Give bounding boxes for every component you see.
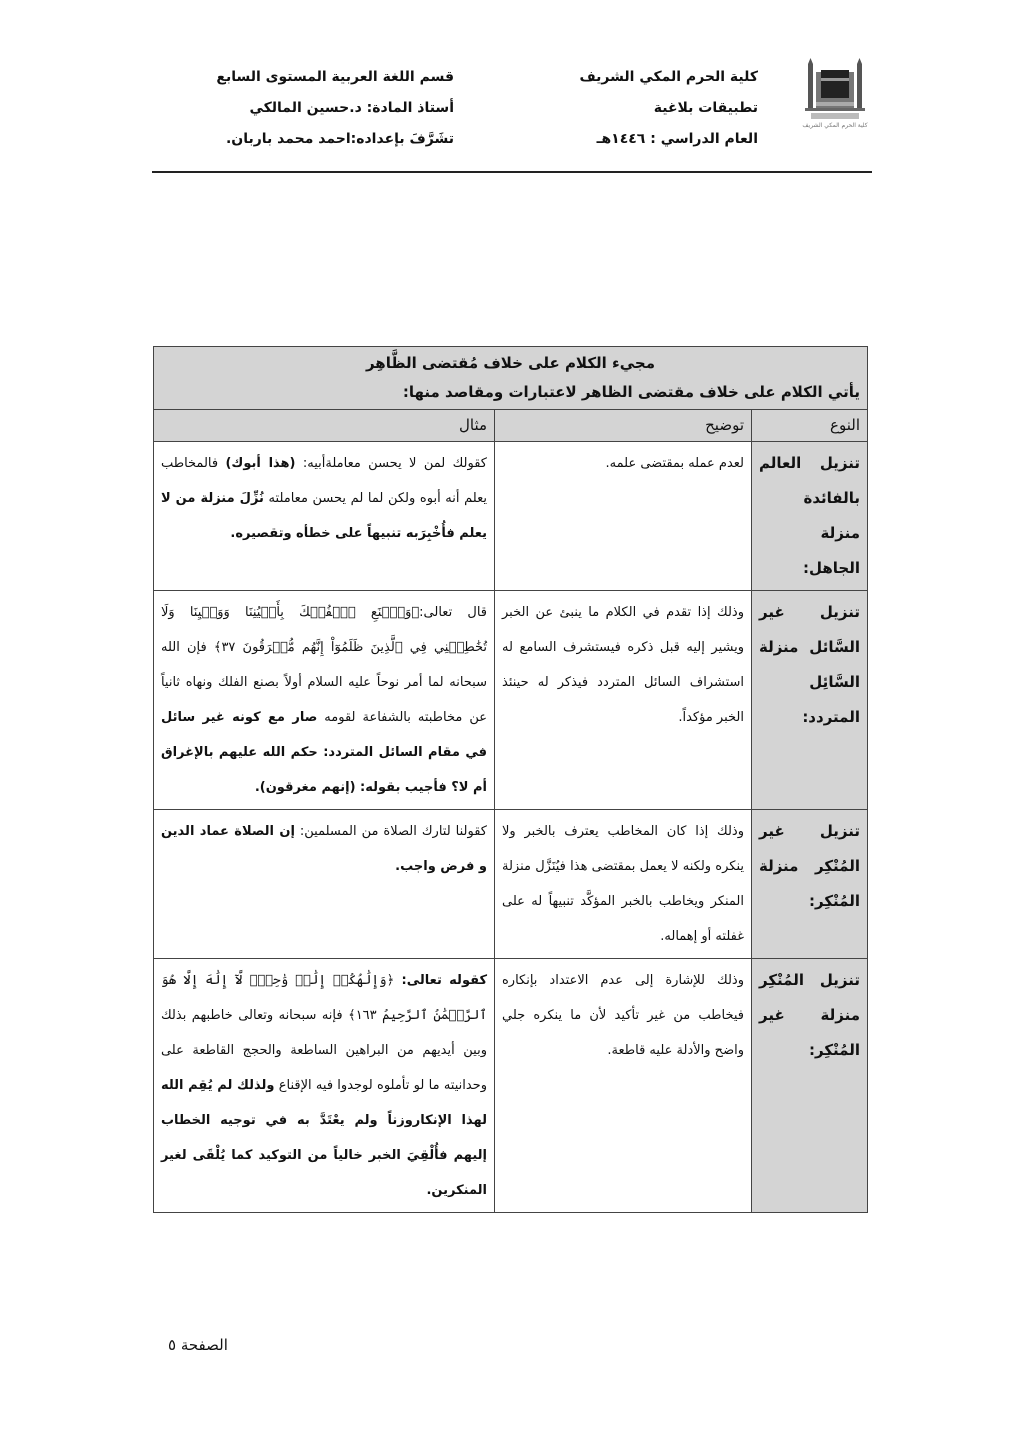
table-row xyxy=(153,591,867,810)
table-row xyxy=(153,959,867,1213)
column-header-explanation: توضيح xyxy=(495,410,752,442)
table-row xyxy=(153,810,867,959)
page-header xyxy=(152,56,872,156)
row-type: تنزيل العالم بالفائدة منزلة الجاهل: xyxy=(752,442,868,591)
kaaba-mosque-logo-icon xyxy=(805,58,865,120)
instructor-name: أستاذ المادة: د.حسين المالكي xyxy=(249,100,454,116)
example-emphasis: كقوله تعالى: xyxy=(394,973,488,988)
example-emphasis: نُزِّلَ منزلة من لا يعلم فأُخْبِرَبه تنبيهاً على خطأه وتقصيره. xyxy=(160,491,487,541)
page-number: الصفحة ٥ xyxy=(168,1336,228,1354)
rhetoric-table xyxy=(153,346,868,1213)
quran-verse: ﴿وَٱصۡنَعِ ٱلۡفُلۡكَ بِأَعۡيُنِنَا وَوَحۡيِنَا وَلَا تُخَٰطِبۡنِي فِي ٱلَّذِينَ ظَلَمُوٓاْ إِنَّهُم مُّغۡرَقُونَ ٣٧﴾ xyxy=(160,605,487,655)
example-text: فإن الله سبحانه لما أمر نوحاً عليه السلام أولاً بصنع الفلك ونهاه ثانياً عن مخاطبته بالشفاعة لقومه xyxy=(160,640,487,725)
example-text: كقولنا لتارك الصلاة من المسلمين: xyxy=(294,824,487,839)
college-info xyxy=(580,62,759,155)
logo-caption: كلية الحرم المكي الشريف xyxy=(802,122,868,129)
example-emphasis: صار مع كونه غير سائل في مقام السائل المتردد: حكم الله عليهم بالإغراق أم لا؟ فأجيب بقوله: (إنهم مغرقون). xyxy=(160,710,487,795)
college-logo xyxy=(798,58,872,142)
department-level: قسم اللغة العربية المستوى السابع xyxy=(216,69,454,85)
example-emphasis: إن الصلاة عماد الدين و فرض واجب. xyxy=(160,824,487,874)
row-type: تنزيل غير السَّائل منزلة السَّائِل المتردد: xyxy=(752,591,868,810)
example-emphasis: ولذلك لم يُقِم الله لهذا الإنكاروزناً ولم يعْتَدَّ به في توجيه الخطاب إليهم فأُلْقِيَ الخبر خالياً من التوكيد كما يُلْقَى لغير المنكرين. xyxy=(160,1078,487,1198)
table-title-row xyxy=(153,347,867,378)
header-divider xyxy=(152,171,872,173)
row-example xyxy=(153,810,494,959)
prepared-by: تشَرَّفَ بإعداده:احمد محمد باربان. xyxy=(225,131,454,147)
table-body xyxy=(153,442,867,1213)
college-name: كلية الحرم المكي الشريف xyxy=(579,69,758,85)
row-explanation: لعدم عمله بمقتضى علمه. xyxy=(495,442,752,591)
row-type: تنزيل غير المُنْكِر منزلة المُنْكِر: xyxy=(752,810,868,959)
course-name: تطبيقات بلاغية xyxy=(653,100,758,116)
row-example xyxy=(153,442,494,591)
department-info xyxy=(216,62,454,155)
example-text: فإنه سبحانه وتعالى خاطبهم بذلك وبين أيديهم من البراهين الساطعة والحجج القاطعة على وحدانيته ما لو تأملوه لوجدوا فيه الإقناع xyxy=(160,1008,487,1093)
row-type: تنزيل المُنْكِر منزلة غير المُنْكِر: xyxy=(752,959,868,1213)
rhetoric-table-container xyxy=(154,346,868,1213)
row-explanation: وذلك إذا تقدم في الكلام ما ينبئ عن الخبر ويشير إليه قبل ذكره فيستشرف السامع له استشراف السائل المتردد فيذكر له حينئذ الخبر مؤكداً. xyxy=(495,591,752,810)
column-header-type: النوع xyxy=(752,410,868,442)
quran-verse: ﴿وَإِلَٰهُكُمۡ إِلَٰهٞ وَٰحِدٞۖ لَّآ إِلَٰهَ إِلَّا هُوَ ٱلرَّحۡمَٰنُ ٱلرَّحِيمُ ١٦٣﴾ xyxy=(160,973,488,1023)
example-text: كقولك لمن لا يحسن معاملةأبيه: xyxy=(295,456,487,471)
table-intro-row xyxy=(153,377,867,410)
example-emphasis: (هذا أبوك) xyxy=(225,456,296,471)
row-example xyxy=(153,959,494,1213)
table-title: مجيء الكلام على خلاف مُقتضى الظَّاهِر xyxy=(153,347,867,378)
row-explanation: وذلك إذا كان المخاطب يعترف بالخبر ولا ينكره ولكنه لا يعمل بمقتضى هذا فيُنَزَّل منزلة المنكر ويخاطب بالخبر المؤكَّد تنبيهاً له على غفلته أو إهماله. xyxy=(495,810,752,959)
example-text: فالمخاطب يعلم أنه أبوه ولكن لما لم يحسن معاملته xyxy=(160,456,487,506)
table-intro: يأتي الكلام على خلاف مقتضى الظاهر لاعتبارات ومقاصد منها: xyxy=(153,377,867,410)
academic-year: العام الدراسي : ١٤٤٦هـ xyxy=(596,131,758,147)
table-row xyxy=(153,442,867,591)
row-example xyxy=(153,591,494,810)
table-header-row xyxy=(153,410,867,442)
example-text: قال تعالى: xyxy=(419,605,487,620)
row-explanation: وذلك للإشارة إلى عدم الاعتداد بإنكاره فيخاطب من غير تأكيد لأن ما ينكره جلي واضح والأدلة عليه قاطعة. xyxy=(495,959,752,1213)
column-header-example: مثال xyxy=(153,410,494,442)
